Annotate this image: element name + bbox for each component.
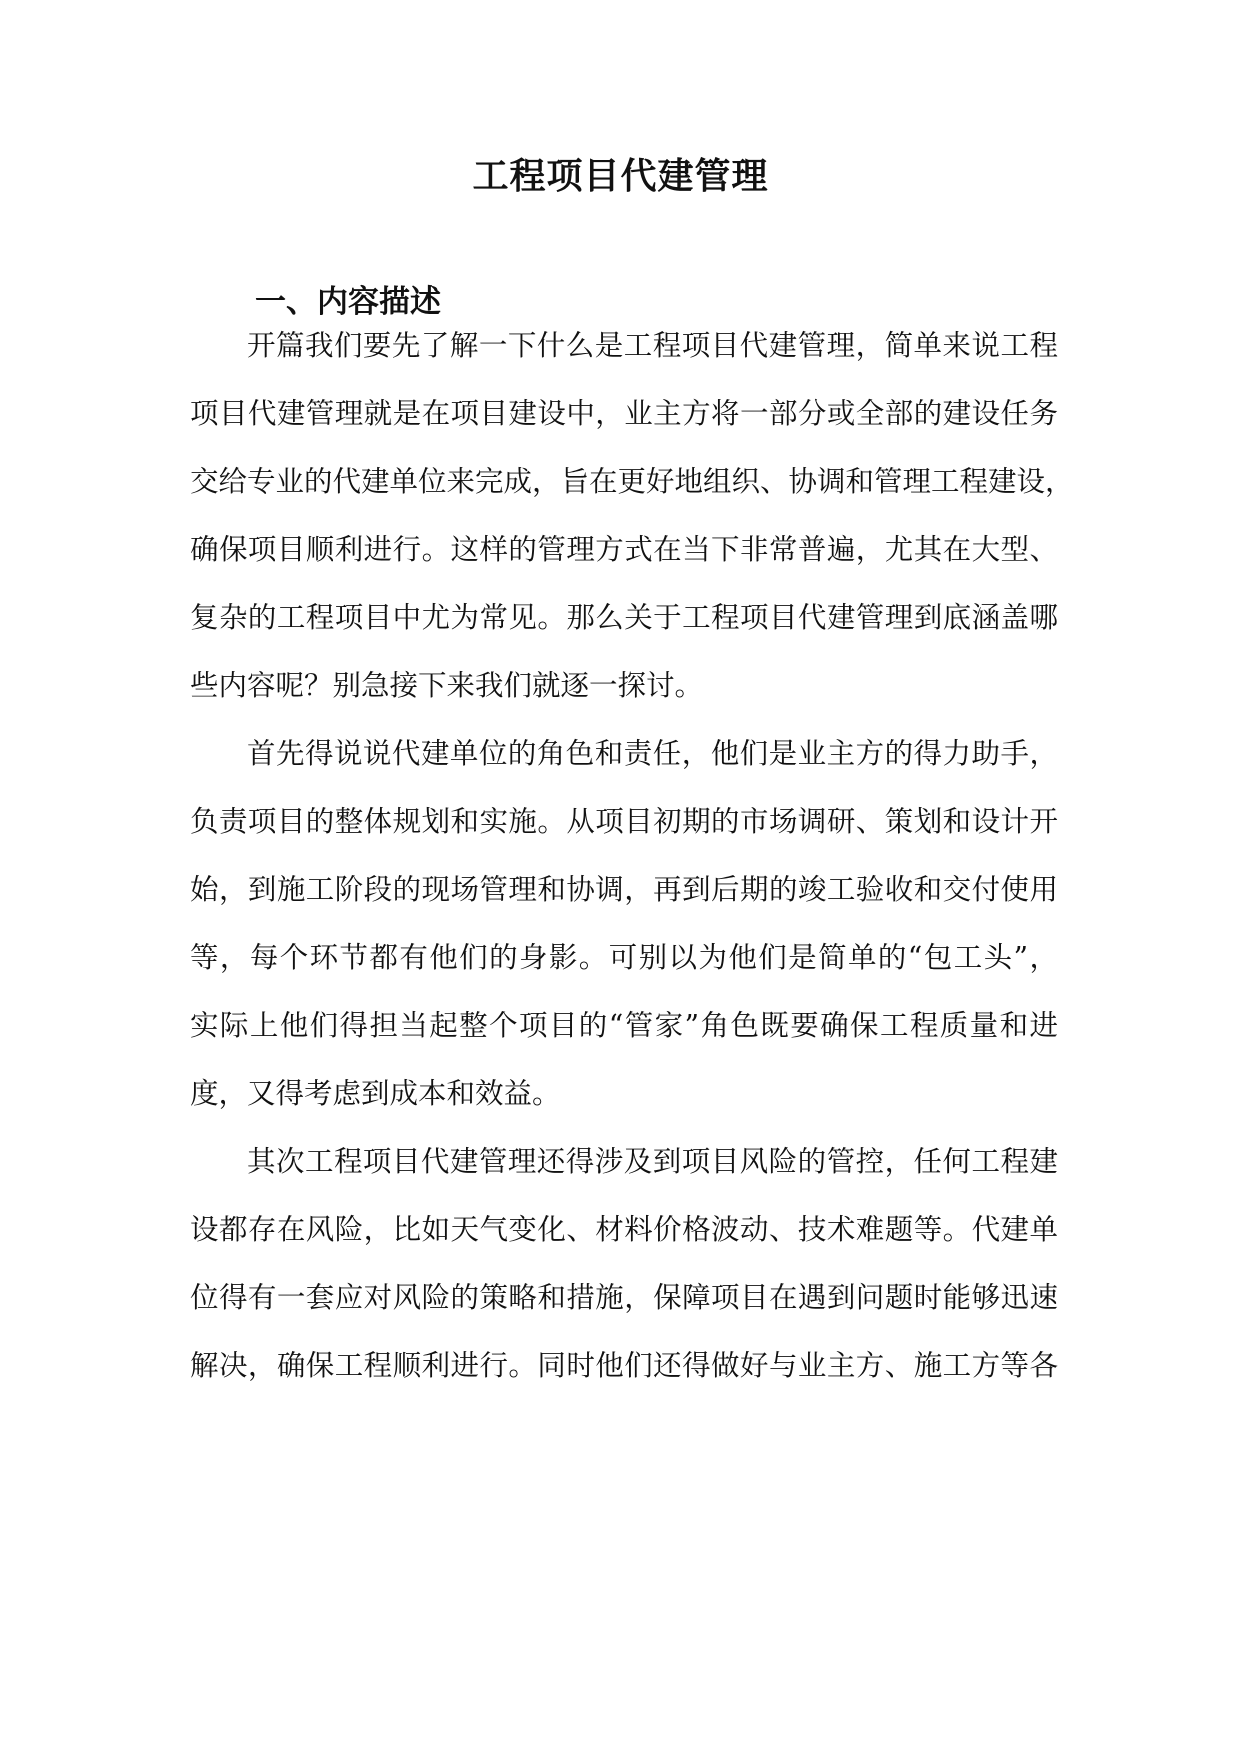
- paragraph-line: 位得有一套应对风险的策略和措施，保障项目在遇到问题时能够迅速: [190, 1281, 1058, 1314]
- paragraph-line: 负责项目的整体规划和实施。从项目初期的市场调研、策划和设计开: [190, 805, 1058, 838]
- paragraph-line: 些内容呢？别急接下来我们就逐一探讨。: [190, 669, 704, 702]
- paragraph-line: 等，每个环节都有他们的身影。可别以为他们是简单的“包工头”，: [190, 941, 1058, 974]
- paragraph-line: 始，到施工阶段的现场管理和协调，再到后期的竣工验收和交付使用: [190, 873, 1058, 906]
- paragraph-line: 项目代建管理就是在项目建设中，业主方将一部分或全部的建设任务: [190, 397, 1058, 430]
- document-title: 工程项目代建管理: [472, 155, 769, 197]
- paragraph-line: 其次工程项目代建管理还得涉及到项目风险的管控，任何工程建: [247, 1145, 1058, 1178]
- paragraph-line: 设都存在风险，比如天气变化、材料价格波动、技术难题等。代建单: [190, 1213, 1058, 1246]
- paragraph-line: 首先得说说代建单位的角色和责任，他们是业主方的得力助手，: [247, 737, 1058, 770]
- paragraph-line: 复杂的工程项目中尤为常见。那么关于工程项目代建管理到底涵盖哪: [190, 601, 1058, 634]
- paragraph-line: 解决，确保工程顺利进行。同时他们还得做好与业主方、施工方等各: [190, 1349, 1058, 1382]
- section-heading: 一、内容描述: [255, 284, 441, 320]
- paragraph-line: 实际上他们得担当起整个项目的“管家”角色既要确保工程质量和进: [190, 1009, 1058, 1042]
- paragraph-line: 度，又得考虑到成本和效益。: [190, 1077, 561, 1110]
- paragraph-line: 交给专业的代建单位来完成，旨在更好地组织、协调和管理工程建设，: [190, 465, 1074, 498]
- paragraph-line: 确保项目顺利进行。这样的管理方式在当下非常普遍，尤其在大型、: [190, 533, 1058, 566]
- paragraph-line: 开篇我们要先了解一下什么是工程项目代建管理，简单来说工程: [247, 329, 1058, 362]
